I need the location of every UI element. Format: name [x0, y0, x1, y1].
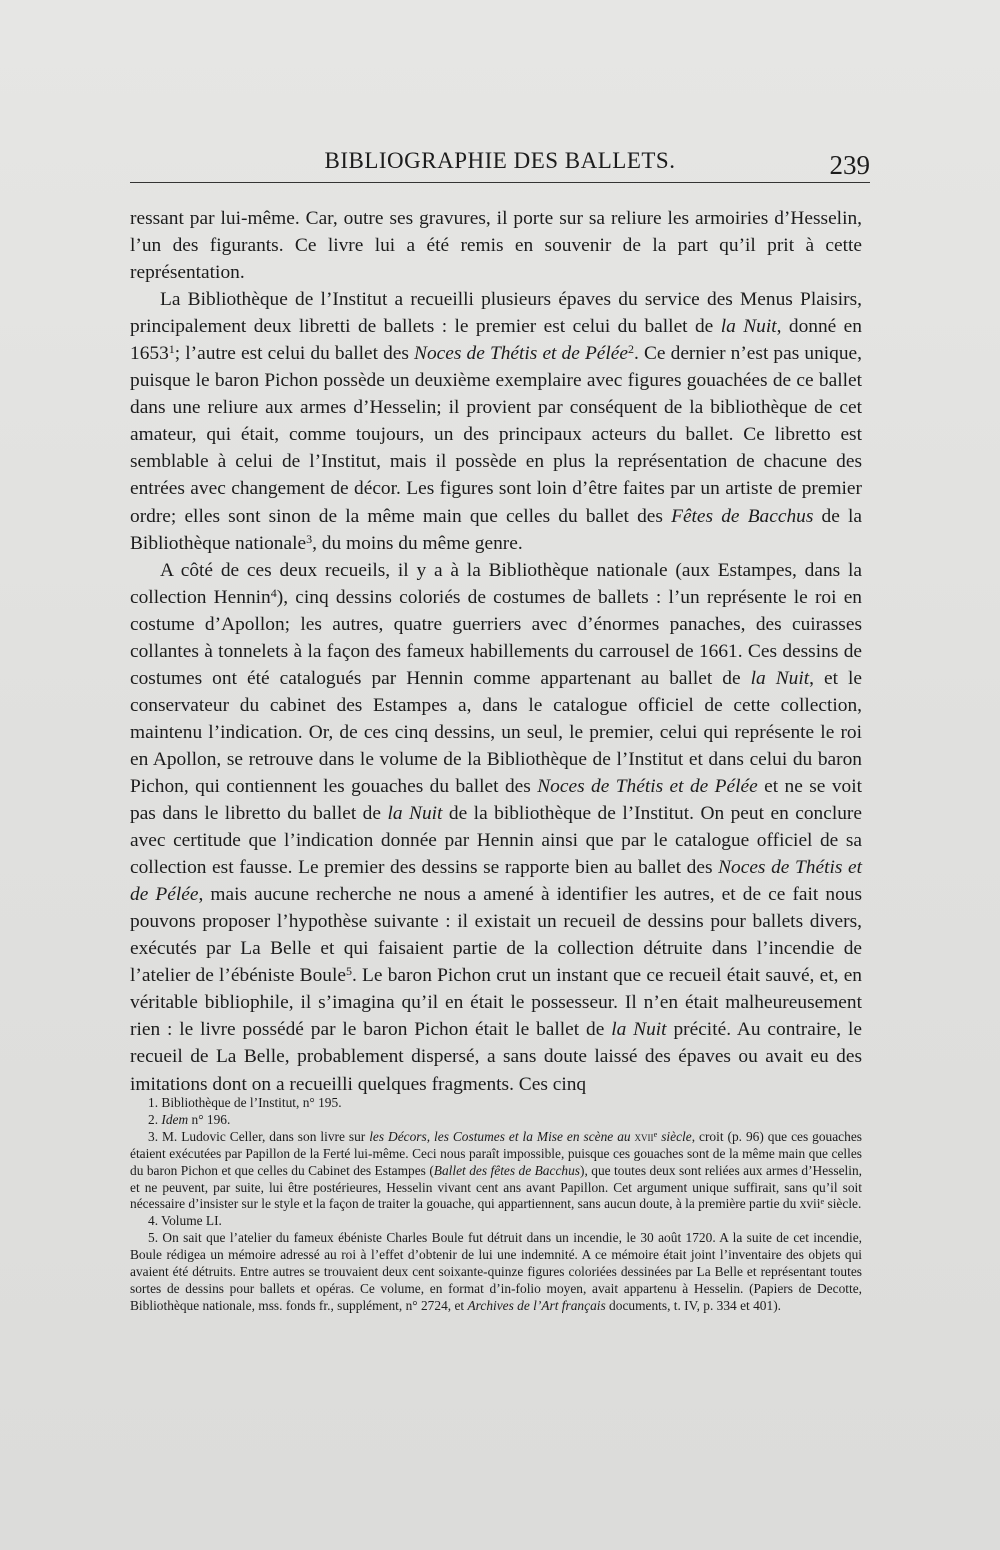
italic-title: la Nuit: [750, 667, 810, 689]
text-run: ), que toutes deux sont reliées aux armes d’Hesselin, et ne peuvent, par suite, lui être postérieures, Hesselin vivant cent ans avant Papillon. Cet argument unique suffirait, sans qu’il soit nécessaire d’insister sur le style et la façon de traiter la gouache, qui appartiennent, sans aucun doute, à la première partie du xvii: [130, 1162, 862, 1212]
italic-title: Noces de Thétis et de Pélée: [537, 775, 758, 797]
main-text: [130, 205, 862, 1098]
footnotes: [130, 1095, 862, 1315]
text-run: , donné en 1653: [130, 316, 862, 365]
text-run: , mais aucune recherche ne nous a amené à identifier les autres, et de ce fait nous pouvons proposer l’hypothèse suivante : il existait un recueil de dessins pour ballets divers, exécutés par La Belle et qui faisaient partie de la collection détruite dans l’incendie de l’atelier de l’ébéniste Boule: [130, 884, 863, 987]
text-run: 5. On sait que l’atelier du fameux ébéniste Charles Boule fut détruit dans un incendie, le 30 août 1720. A la suite de cet incendie, Boule rédigea un mémoire adressé au roi à l’effet d’obtenir de lui une indemnité. A ce mémoire était joint l’inventaire des objets qui avaient été détruits. Entre autres se trouvaient deux cent soixante-quinze figures coloriées dessinées par La Belle et représentant toutes sortes de dessins pour ballets et opéras. Ce volume, en format d’in-folio moyen, avait appartenu à Hesselin. (Papiers de Decotte, Bibliothèque nationale, mss. fonds fr., supplément, n° 2724, et: [130, 1230, 862, 1313]
text-run: , et le conservateur du cabinet des Estampes a, dans le catalogue officiel de cette collection, maintenu l’indication. Or, de ces cinq dessins, un seul, le premier, celui qui représente le roi en Apollon, se retrouve dans le volume de la Bibliothèque de l’Institut et dans celui du baron Pichon, qui contiennent les gouaches du ballet des: [130, 667, 862, 797]
footnote-ref[interactable]: 4: [270, 585, 277, 600]
italic-title: la Nuit: [611, 1019, 667, 1041]
text-run: , du moins du même genre.: [312, 532, 523, 554]
text-run: siècle.: [824, 1196, 862, 1212]
italic-title: siècle: [657, 1128, 692, 1144]
text-run: ), cinq dessins coloriés de costumes de ballets : l’un représente le roi en costume d’Apollon; les autres, quatre guerriers avec d’énormes panaches, des cuirasses collantes à tonnelets à la façon des fameux habillements du carrousel de 1661. Ces dessins de costumes ont été catalogués par Hennin comme appartenant au ballet de: [130, 586, 863, 689]
footnote-1: 1. Bibliothèque de l’Institut, n° 195.: [148, 1095, 342, 1110]
italic-title: la Nuit: [720, 316, 777, 338]
text-run: n° 196.: [188, 1111, 231, 1127]
footnote-3: [130, 1129, 862, 1214]
superscript: e: [820, 1197, 825, 1207]
paragraph-3: [130, 557, 862, 1098]
footnote-ref[interactable]: 2: [628, 342, 635, 357]
text-run: ; l’autre est celui du ballet des: [174, 343, 415, 365]
footnote-ref[interactable]: 3: [306, 531, 313, 546]
italic-text: Idem: [161, 1111, 189, 1127]
text-run: , croit (p. 96) que ces gouaches étaient exécutées par Papillon de la Ferté lui-même. Ceci nous paraît impossible, puisque ces gouaches sont de la même main que celles du baron Pichon et que celles du Cabinet des Estampes (: [130, 1128, 862, 1178]
superscript: e: [653, 1129, 658, 1139]
text-run: . Le baron Pichon crut un instant que ce recueil était sauvé, et, en véritable bibliophile, il s’imagina qu’il en était le possesseur. Il n’en était malheureusement rien : le livre possédé par le baron Pichon était le ballet de: [130, 965, 862, 1041]
text-run: A côté de ces deux recueils, il y a à la Bibliothèque nationale (aux Estampes, dans la collection Hennin: [130, 559, 862, 608]
page-header: [130, 148, 870, 184]
italic-title: Ballet des fêtes de Bacchus: [433, 1162, 580, 1178]
text-run: La Bibliothèque de l’Institut a recueilli plusieurs épaves du service des Menus Plaisirs, principalement deux libretti de ballets : le premier est celui du ballet de: [130, 289, 862, 338]
text-run: de la bibliothèque de l’Institut. On peut en conclure avec certitude que l’indication donnée par Hennin ainsi que par le catalogue officiel de sa collection est fausse. Le premier des dessins se rapporte bien au ballet des: [130, 803, 862, 879]
text-run: précité. Au contraire, le recueil de La Belle, probablement dispersé, a sans doute laissé des épaves ou avait eu des imitations dont on a recueilli quelques fragments. Ces cinq: [130, 1019, 863, 1095]
footnote-5: [130, 1230, 862, 1315]
footnote-number: 2.: [148, 1111, 162, 1127]
text-run: ressant par lui-même. Car, outre ses gravures, il porte sur sa reliure les armoiries d’Hesselin, l’un des figurants. Ce livre lui a été remis en souvenir de la part qu’il prit à cette représentation.: [130, 208, 862, 284]
paragraph-2: [130, 286, 862, 556]
footnote-ref[interactable]: 5: [345, 964, 352, 979]
text-run: . Ce dernier n’est pas unique, puisque le baron Pichon possède un deuxième exemplaire avec figures gouachées de ce ballet dans une reliure aux armes d’Hesselin; il provient par conséquent de la bibliothèque de cet amateur, qui était, comme toujours, un des principaux acteurs du ballet. Ce libretto est semblable à celui de l’Institut, mais il possède en plus la représentation de chacune des entrées avec changement de décor. Les figures sont loin d’être faites par un artiste de premier ordre; elles sont sinon de la même main que celles du ballet des: [130, 343, 863, 527]
footnote-ref[interactable]: 1: [168, 342, 175, 357]
italic-title: Archives de l’Art français: [467, 1297, 606, 1313]
running-title: BIBLIOGRAPHIE DES BALLETS.: [324, 148, 676, 173]
italic-title: Fêtes de Bacchus: [671, 505, 814, 527]
text-run: xvii: [630, 1128, 654, 1144]
text-run: de la Bibliothèque nationale: [130, 505, 862, 554]
italic-title: les Décors, les Costumes et la Mise en scène au: [369, 1128, 631, 1144]
italic-title: Noces de Thétis et de Pélée: [130, 857, 862, 906]
footnote-2: [130, 1112, 862, 1129]
text-run: documents, t. IV, p. 334 et 401).: [605, 1297, 782, 1313]
footnote-4: 4. Volume LI.: [148, 1213, 222, 1229]
header-rule: [130, 182, 870, 183]
page-number: 239: [829, 150, 870, 180]
italic-title: Noces de Thétis et de Pélée: [414, 343, 629, 365]
text-run: 3. M. Ludovic Celler, dans son livre sur: [148, 1128, 370, 1144]
text-run: et ne se voit pas dans le libretto du ballet de: [130, 775, 862, 825]
paragraph-1: [130, 205, 862, 286]
italic-title: la Nuit: [387, 803, 443, 825]
